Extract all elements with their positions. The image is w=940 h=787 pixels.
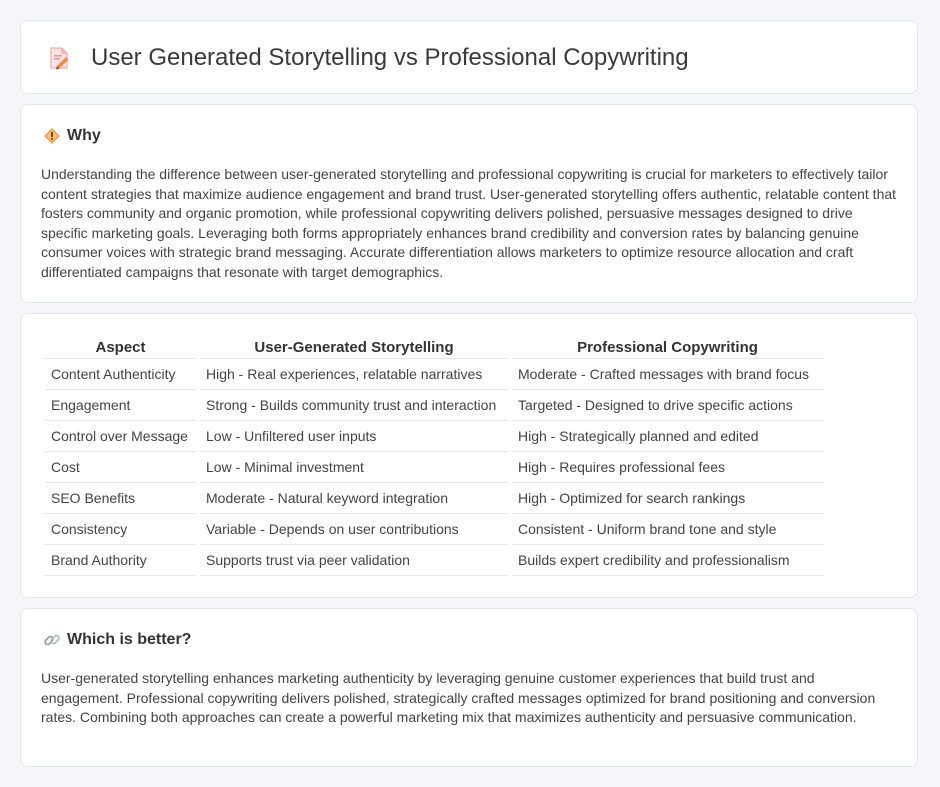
aspect-cell: Brand Authority (45, 545, 196, 576)
why-paragraph: Understanding the difference between user-generated storytelling and professional copywriting is crucial for marketers to effectively tailor content strategies that maximize audience engagement and brand trust. User-generated storytelling offers authentic, relatable content that fosters community and organic promotion, while professional copywriting delivers polished, persuasive messages designed to drive specific marketing goals. Leveraging both forms appropriately enhances brand credibility and conversion rates by balancing genuine consumer voices with strategic brand messaging. Accurate differentiation allows marketers to optimize resource allocation and craft differentiated campaigns that resonate with target demographics. (41, 166, 897, 280)
professional-cell: High - Optimized for search rankings (512, 483, 823, 514)
user-generated-cell: Variable - Depends on user contributions (200, 514, 508, 545)
aspect-cell: Cost (45, 452, 196, 483)
title-card (20, 20, 918, 94)
aspect-cell: Consistency (45, 514, 196, 545)
why-card (20, 104, 918, 303)
user-generated-cell: Low - Minimal investment (200, 452, 508, 483)
table-row (45, 359, 823, 390)
table-header-row (45, 334, 823, 359)
better-heading-row (43, 631, 191, 649)
professional-cell: Builds expert credibility and professionalism (512, 545, 823, 576)
comparison-table (41, 334, 827, 576)
better-paragraph: User-generated storytelling enhances marketing authenticity by leveraging genuine customer experiences that build trust and engagement. Professional copywriting delivers polished, strategically crafted messages optimized for brand positioning and conversion rates. Combining both approaches can create a powerful marketing mix that maximizes authenticity and persuasive communication. (41, 670, 876, 726)
table-row (45, 483, 823, 514)
professional-cell: Targeted - Designed to drive specific actions (512, 390, 823, 421)
why-heading: Why (67, 127, 101, 144)
why-heading-row (43, 127, 101, 145)
table-row (45, 514, 823, 545)
document-edit-icon (45, 44, 73, 72)
which-better-card (20, 608, 918, 767)
user-generated-cell: Low - Unfiltered user inputs (200, 421, 508, 452)
aspect-cell: Content Authenticity (45, 359, 196, 390)
better-heading: Which is better? (67, 631, 192, 648)
user-generated-cell: Supports trust via peer validation (200, 545, 508, 576)
user-generated-cell: High - Real experiences, relatable narratives (200, 359, 508, 390)
table-row (45, 545, 823, 576)
professional-cell: Moderate - Crafted messages with brand focus (512, 359, 823, 390)
title-row (45, 44, 689, 72)
table-row (45, 452, 823, 483)
header-professional: Professional Copywriting (512, 334, 823, 359)
professional-cell: High - Requires professional fees (512, 452, 823, 483)
aspect-cell: Control over Message (45, 421, 196, 452)
user-generated-cell: Strong - Builds community trust and interaction (200, 390, 508, 421)
table-row (45, 390, 823, 421)
link-icon (43, 631, 61, 649)
professional-cell: High - Strategically planned and edited (512, 421, 823, 452)
page-title: User Generated Storytelling vs Professional Copywriting (91, 44, 689, 71)
aspect-cell: SEO Benefits (45, 483, 196, 514)
aspect-cell: Engagement (45, 390, 196, 421)
table-row (45, 421, 823, 452)
professional-cell: Consistent - Uniform brand tone and style (512, 514, 823, 545)
comparison-card (20, 313, 918, 598)
user-generated-cell: Moderate - Natural keyword integration (200, 483, 508, 514)
diamond-signal-icon (43, 127, 61, 145)
header-aspect: Aspect (45, 334, 196, 359)
header-user-generated: User-Generated Storytelling (200, 334, 508, 359)
